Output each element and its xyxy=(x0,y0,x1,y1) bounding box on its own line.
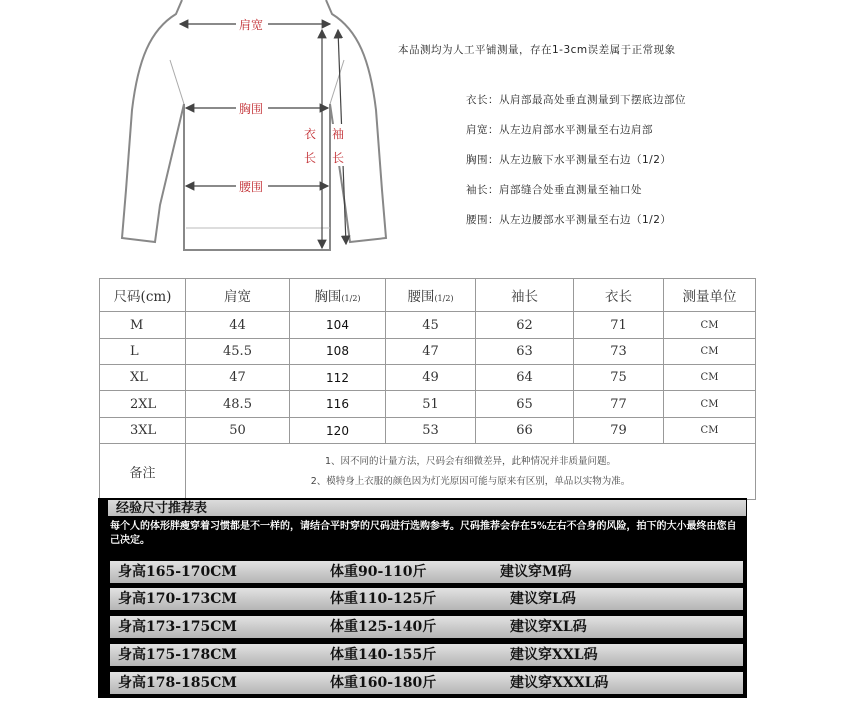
size-table-header xyxy=(100,279,756,312)
sleeve-label-2: 长 xyxy=(332,151,345,165)
remarks-label: 备注 xyxy=(100,444,186,500)
length-label-1: 衣 xyxy=(304,127,317,141)
cell-unit: CM xyxy=(664,417,756,443)
table-row xyxy=(100,417,756,443)
header-waist: 腰围(1/2) xyxy=(386,279,476,312)
header-unit: 测量单位 xyxy=(664,279,756,312)
jacket-outline xyxy=(122,0,386,250)
header-chest: 胸围(1/2) xyxy=(290,279,386,312)
rec-height: 身高178-185CM xyxy=(118,675,237,691)
cell-sleeve: 62 xyxy=(476,312,574,338)
list-item xyxy=(110,672,743,694)
cell-sleeve: 66 xyxy=(476,417,574,443)
table-row xyxy=(100,391,756,417)
rec-size: 建议穿XL码 xyxy=(510,619,587,635)
sleeve-label-1: 袖 xyxy=(332,127,345,141)
cell-sleeve: 63 xyxy=(476,338,574,364)
list-item xyxy=(110,588,743,610)
definition-waist: 腰围：从左边腰部水平测量至右边（1/2） xyxy=(466,214,672,226)
cell-waist: 53 xyxy=(386,417,476,443)
cell-length: 71 xyxy=(574,312,664,338)
cell-chest: 116 xyxy=(290,391,386,417)
rec-height: 身高170-173CM xyxy=(118,591,237,607)
definition-sleeve: 袖长：肩部缝合处垂直测量至袖口处 xyxy=(466,184,642,196)
cell-chest: 112 xyxy=(290,365,386,391)
cell-size: M xyxy=(100,312,186,338)
measurement-lines xyxy=(180,24,346,248)
rec-size: 建议穿XXXL码 xyxy=(510,675,609,691)
recommendation-panel xyxy=(98,498,747,698)
recommendation-title: 经验尺寸推荐表 xyxy=(108,500,746,516)
recommendation-description: 每个人的体形胖瘦穿着习惯都是不一样的，请结合平时穿的尺码进行选购参考。尺码推荐会存在5%左右不合身的风险，拍下的大小最终由您自己决定。 xyxy=(110,521,737,546)
remarks-text xyxy=(186,444,756,500)
rec-size: 建议穿XXL码 xyxy=(510,647,598,663)
cell-size: L xyxy=(100,338,186,364)
cell-unit: CM xyxy=(664,365,756,391)
cell-length: 73 xyxy=(574,338,664,364)
table-row xyxy=(100,338,756,364)
list-item xyxy=(110,644,743,666)
cell-chest: 104 xyxy=(290,312,386,338)
cell-sleeve: 64 xyxy=(476,365,574,391)
cell-unit: CM xyxy=(664,338,756,364)
header-shoulder: 肩宽 xyxy=(186,279,290,312)
header-length: 衣长 xyxy=(574,279,664,312)
rec-height: 身高165-170CM xyxy=(118,564,237,580)
cell-waist: 47 xyxy=(386,338,476,364)
header-sleeve: 袖长 xyxy=(476,279,574,312)
cell-shoulder: 44 xyxy=(186,312,290,338)
length-label-2: 长 xyxy=(304,151,317,165)
cell-length: 79 xyxy=(574,417,664,443)
cell-waist: 49 xyxy=(386,365,476,391)
cell-shoulder: 50 xyxy=(186,417,290,443)
rec-height: 身高173-175CM xyxy=(118,619,237,635)
definition-length: 衣长：从肩部最高处垂直测量到下摆底边部位 xyxy=(466,94,686,106)
remark-2: 2、模特身上衣服的颜色因为灯光原因可能与原来有区别，单品以实物为准。 xyxy=(310,475,631,487)
cell-size: 2XL xyxy=(100,391,186,417)
cell-shoulder: 47 xyxy=(186,365,290,391)
table-row xyxy=(100,365,756,391)
table-row xyxy=(100,312,756,338)
rec-weight: 体重90-110斤 xyxy=(330,564,427,580)
cell-unit: CM xyxy=(664,312,756,338)
rec-height: 身高175-178CM xyxy=(118,647,237,663)
rec-weight: 体重160-180斤 xyxy=(330,675,437,691)
header-size: 尺码(cm) xyxy=(100,279,186,312)
shoulder-label: 肩宽 xyxy=(239,18,264,32)
rec-weight: 体重140-155斤 xyxy=(330,647,437,663)
cell-size: XL xyxy=(100,365,186,391)
rec-weight: 体重125-140斤 xyxy=(330,619,437,635)
cell-chest: 108 xyxy=(290,338,386,364)
cell-chest: 120 xyxy=(290,417,386,443)
cell-unit: CM xyxy=(664,391,756,417)
rec-size: 建议穿L码 xyxy=(510,591,576,607)
measurement-note: 本品测均为人工平铺测量，存在1-3cm误差属于正常现象 xyxy=(398,44,676,56)
measurement-definitions xyxy=(466,90,826,240)
cell-length: 75 xyxy=(574,365,664,391)
cell-size: 3XL xyxy=(100,417,186,443)
jacket-diagram xyxy=(0,0,400,262)
list-item xyxy=(110,616,743,638)
cell-length: 77 xyxy=(574,391,664,417)
rec-weight: 体重110-125斤 xyxy=(330,591,437,607)
waist-label: 腰围 xyxy=(239,180,264,194)
remark-1: 1、因不同的计量方法，尺码会有细微差异，此种情况并非质量问题。 xyxy=(324,455,617,467)
cell-shoulder: 45.5 xyxy=(186,338,290,364)
cell-waist: 51 xyxy=(386,391,476,417)
size-table xyxy=(99,278,756,500)
list-item xyxy=(110,561,743,583)
rec-size: 建议穿M码 xyxy=(500,564,572,580)
remarks-row xyxy=(100,444,756,500)
definition-shoulder: 肩宽：从左边肩部水平测量至右边肩部 xyxy=(466,124,653,136)
cell-waist: 45 xyxy=(386,312,476,338)
chest-label: 胸围 xyxy=(239,102,264,116)
cell-shoulder: 48.5 xyxy=(186,391,290,417)
definition-chest: 胸围：从左边腋下水平测量至右边（1/2） xyxy=(466,154,672,166)
cell-sleeve: 65 xyxy=(476,391,574,417)
